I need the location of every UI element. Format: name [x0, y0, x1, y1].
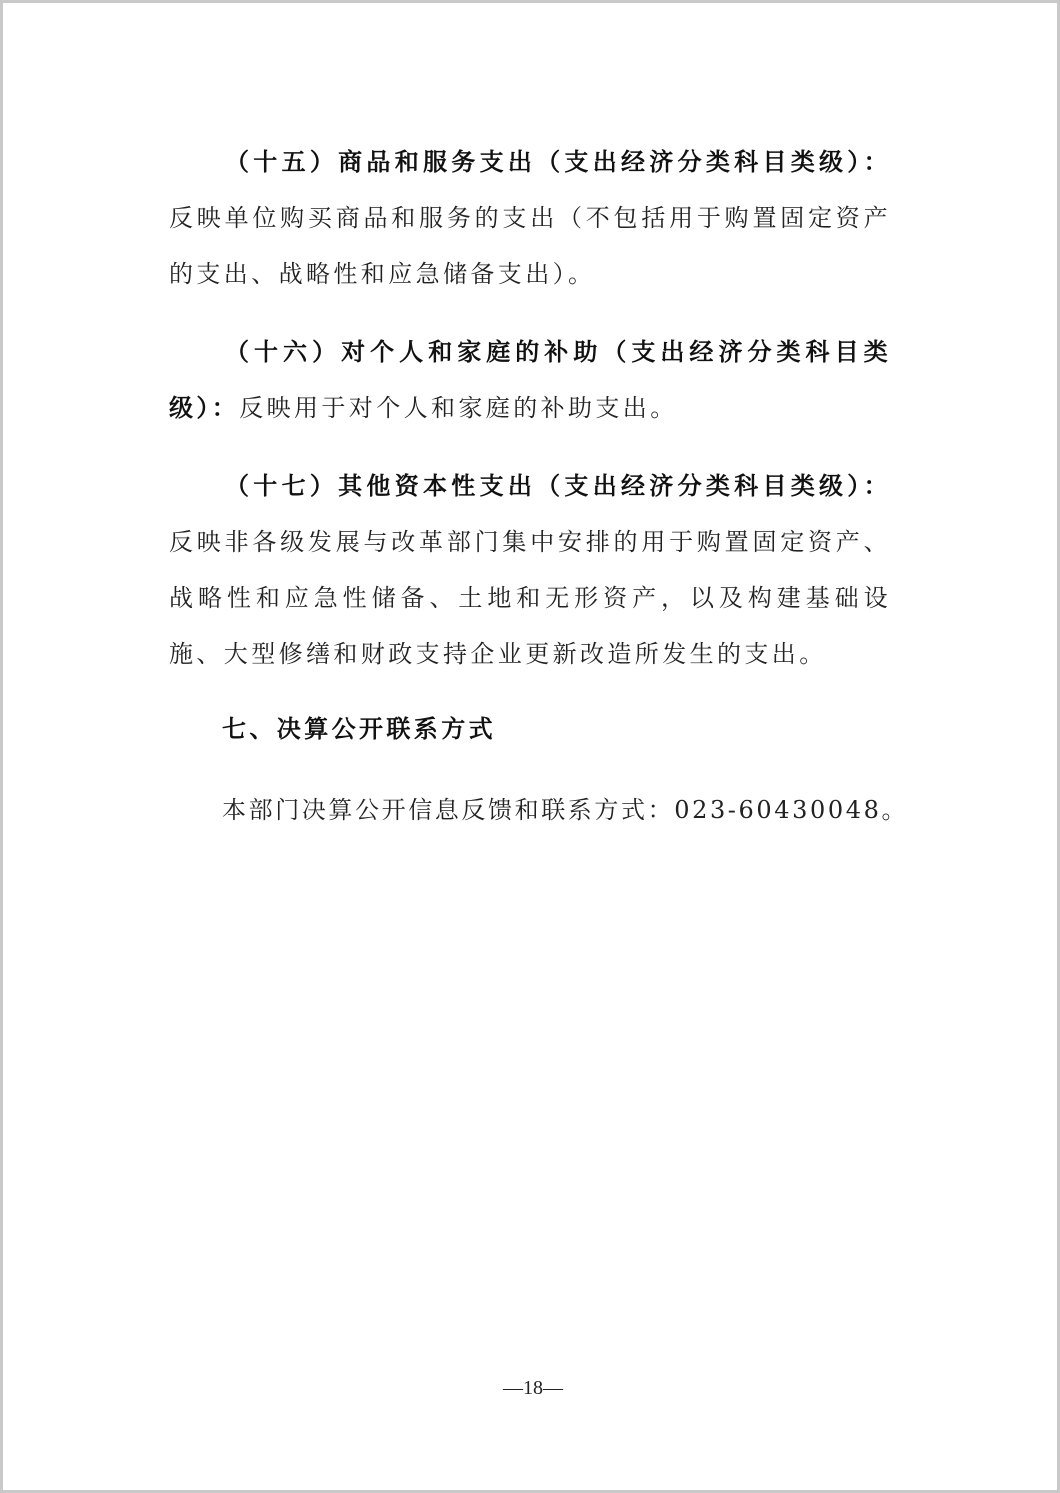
section-item-17-body: 反映非各级发展与改革部门集中安排的用于购置固定资产、战略性和应急性储备、土地和无形资产，以及构建基础设施、大型修缮和财政支持企业更新改造所发生的支出。: [169, 528, 891, 668]
page-number: —18—: [503, 1377, 563, 1399]
section-item-16-body: 反映用于对个人和家庭的补助支出。: [239, 394, 678, 422]
section-item-17-title: （十七）其他资本性支出（支出经济分类科目类级）：: [225, 472, 891, 500]
section-heading-contact: 七、决算公开联系方式: [222, 715, 496, 743]
section-item-17: [169, 458, 891, 682]
section-item-15-title: （十五）商品和服务支出（支出经济分类科目类级）：: [225, 148, 891, 176]
section-item-15-body: 反映单位购买商品和服务的支出（不包括用于购置固定资产的支出、战略性和应急储备支出）。: [169, 204, 891, 288]
section-item-16: [169, 324, 891, 436]
section-item-15: [169, 134, 891, 302]
section-item-16-title: （十六）对个人和家庭的补助（支出经济分类科目类级）：: [169, 338, 891, 422]
contact-info: 本部门决算公开信息反馈和联系方式：023-60430048。: [222, 796, 909, 824]
